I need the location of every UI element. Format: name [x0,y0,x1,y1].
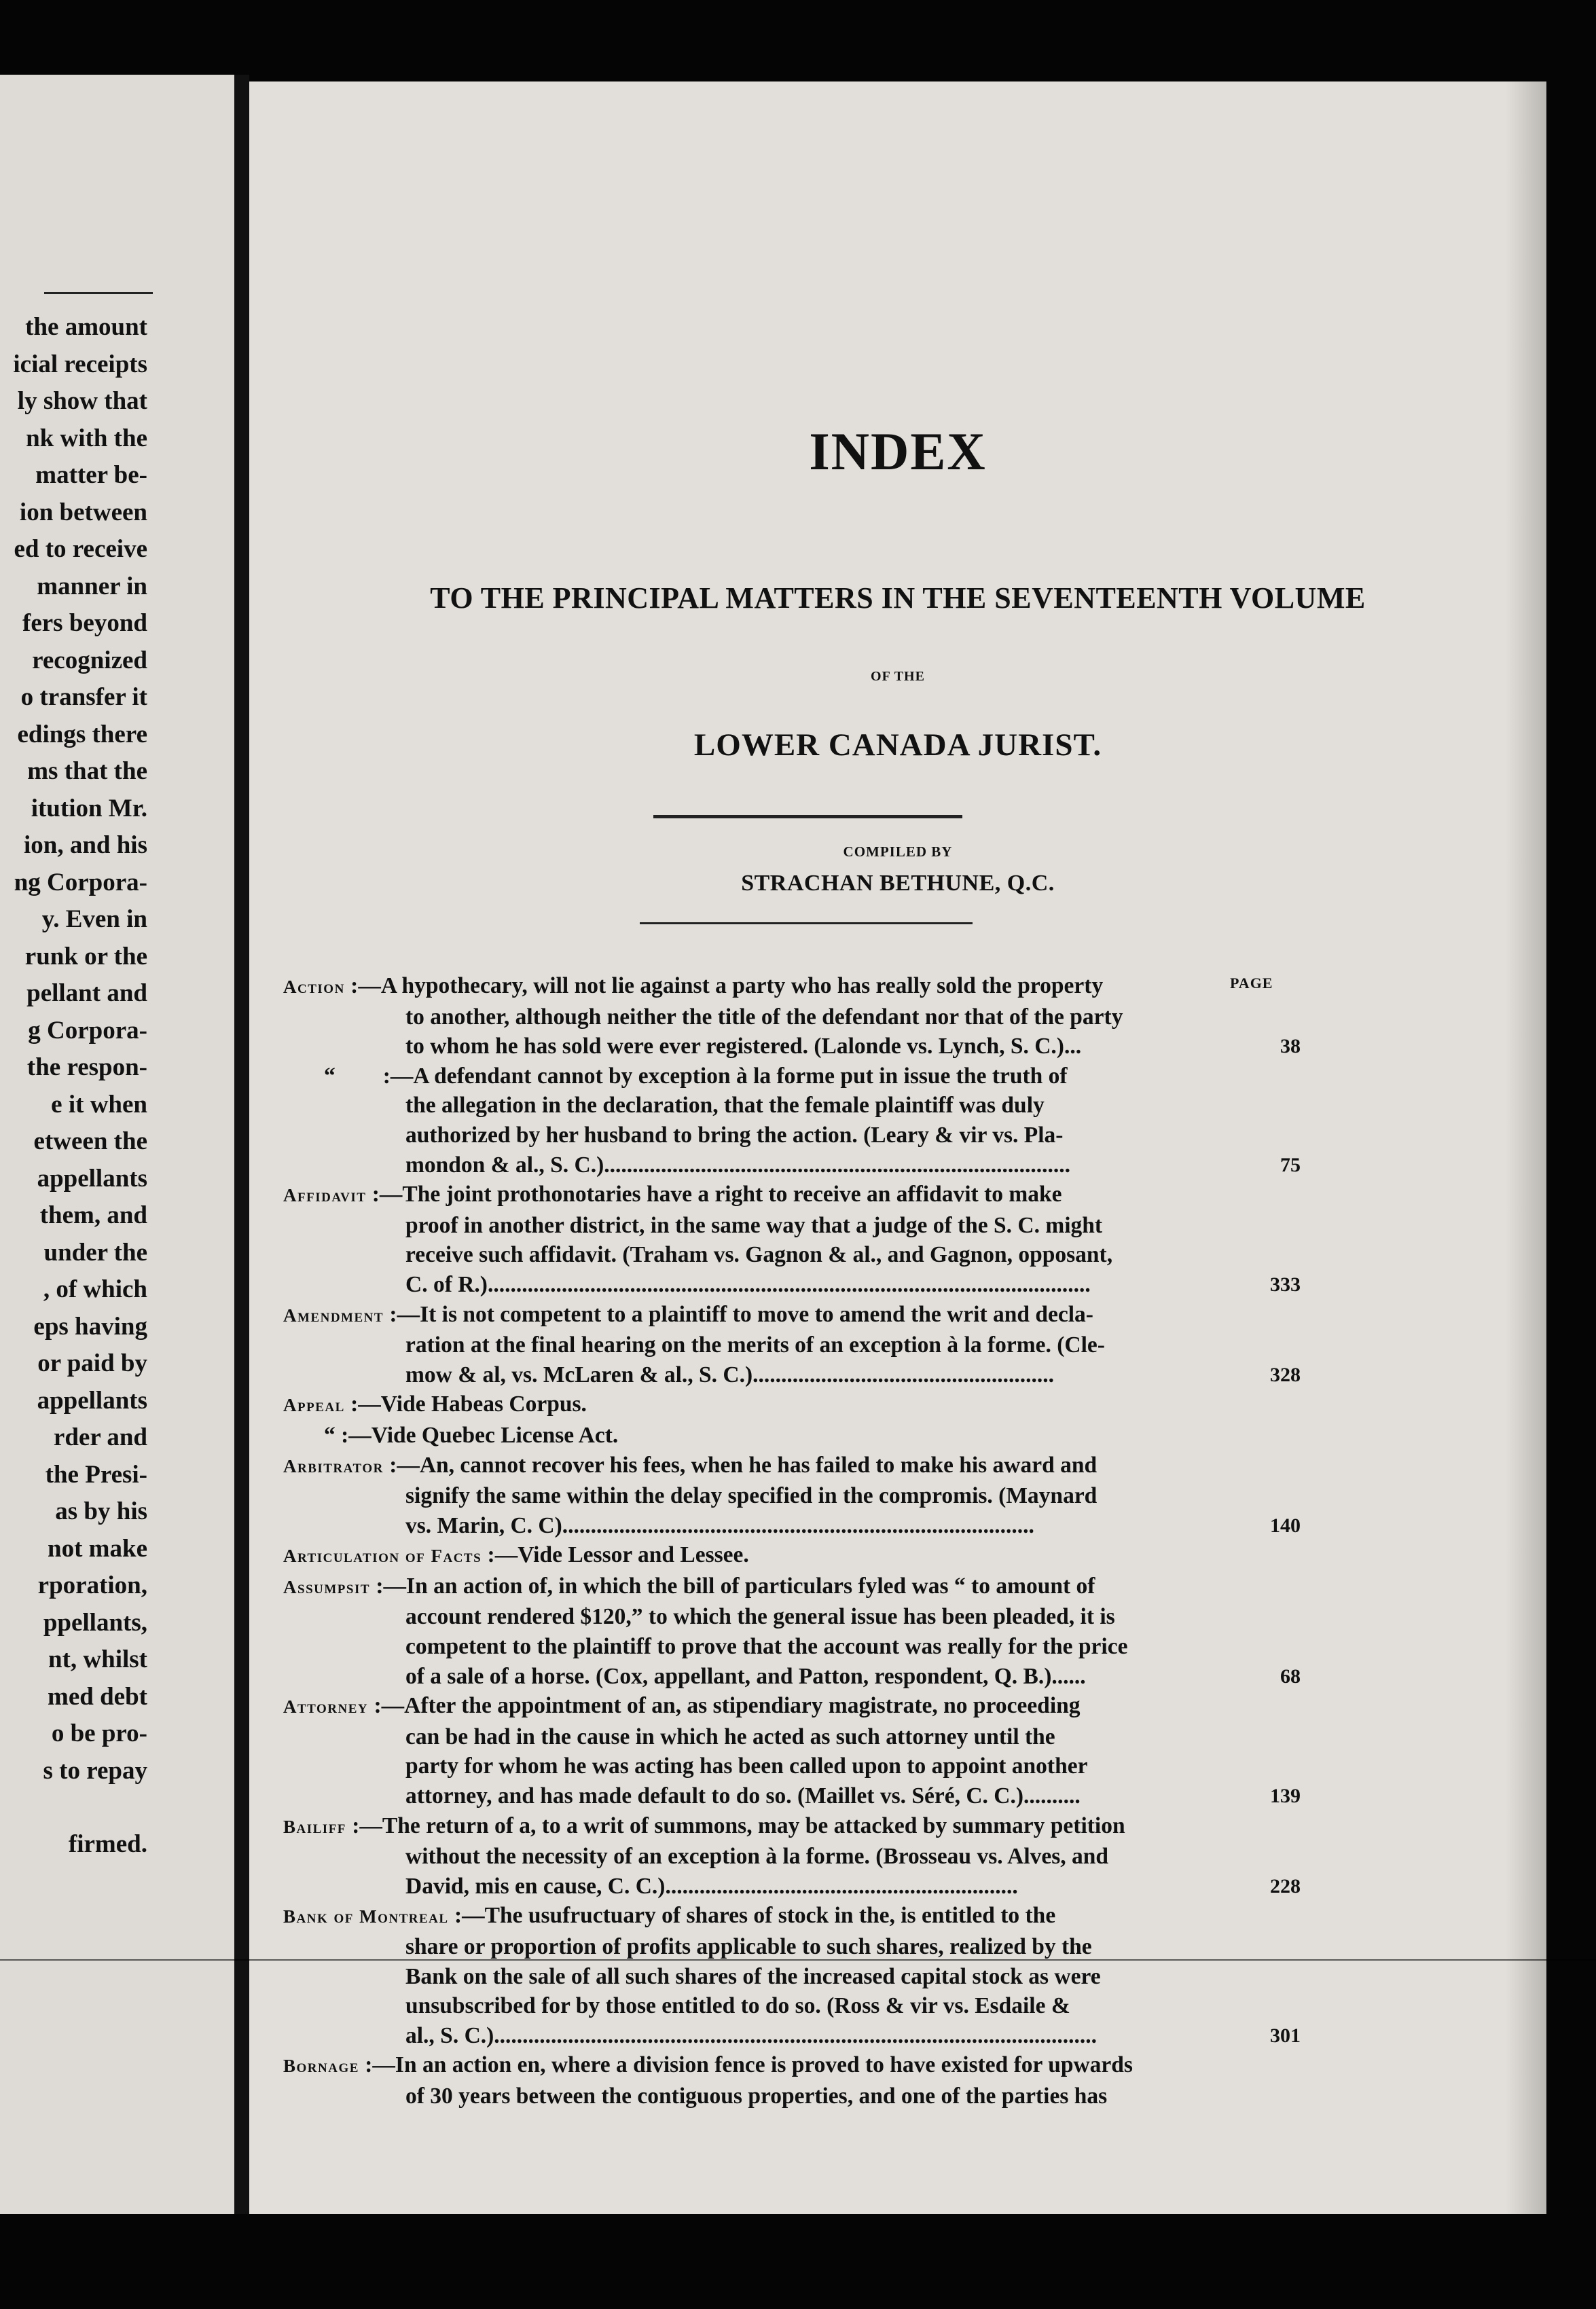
entry-text: of a sale of a horse. (Cox, appellant, and Patton, respondent, Q. B.)...... [405,1663,1086,1689]
entry-text: Bank on the sale of all such shares of the increased capital stock as were [405,1963,1101,1989]
entry-text: :—A defendant cannot by exception à la forme put in issue the truth of [382,1063,1068,1089]
previous-page-line: itution Mr. [31,794,147,822]
previous-page-line: , of which [43,1275,147,1303]
entry-text: mondon & al., S. C.).................................................................................. [405,1152,1070,1178]
previous-page-line: y. Even in [41,905,147,933]
entry-text: :—Vide Lessor and Lessee. [482,1542,749,1568]
previous-page-line: ion between [19,498,147,526]
entry-affidavit [283,1180,1301,1299]
entry-heading: Bank of Montreal [283,1906,449,1927]
compiler-rule [640,922,973,924]
entry-text: vs. Marin, C. C)................................................................................... [405,1512,1034,1538]
page-number: 301 [1270,2024,1301,2047]
previous-page-line: manner in [37,572,147,600]
entry-bailiff [283,1811,1301,1902]
previous-page-line: them, and [39,1201,147,1229]
previous-page-line: not make [48,1534,147,1563]
previous-page-line: the Presi- [45,1460,147,1489]
entry-text: C. of R.).......................................................................................................... [405,1271,1091,1297]
entry-heading: Attorney [283,1696,369,1717]
entry-text: proof in another district, in the same way that a judge of the S. C. might [405,1212,1103,1238]
entry-text: to another, although neither the title of the defendant nor that of the party [405,1004,1123,1030]
entry-text: :—In an action of, in which the bill of particulars fyled was “ to amount of [370,1573,1095,1599]
page-number: 140 [1270,1514,1301,1537]
entry-text: mow & al, vs. McLaren & al., S. C.)..................................................... [405,1362,1055,1387]
previous-page-line: med debt [48,1682,147,1711]
ditto-mark: “ [324,1063,335,1089]
previous-page-line: rder and [53,1423,147,1451]
of-the-label: OF THE [871,669,925,684]
previous-page-line: ed to receive [14,535,147,563]
entry-text: receive such affidavit. (Traham vs. Gagnon & al., and Gagnon, opposant, [405,1242,1113,1268]
previous-page-line: g Corpora- [28,1016,147,1044]
entry-appeal [283,1389,1241,1450]
entry-heading: Action [283,977,345,997]
entry-text: ration at the final hearing on the merits of an exception à la forme. (Cle- [405,1332,1105,1358]
page-gutter [234,75,249,2214]
previous-page-line: o be pro- [51,1720,147,1747]
previous-page-line: appellants [37,1164,147,1193]
entry-amendment [283,1300,1301,1390]
entry-heading: Bornage [283,2056,359,2077]
previous-page-line: appellants [37,1386,147,1415]
entry-text: can be had in the cause in which he acted as such attorney until the [405,1724,1055,1749]
previous-page-line: the amount [25,313,147,341]
previous-page-line: under the [43,1238,147,1267]
entry-heading: Appeal [283,1395,345,1416]
entry-heading: Bailiff [283,1816,346,1837]
entry-text: of 30 years between the contiguous properties, and one of the parties has [405,2083,1108,2109]
entry-heading: Affidavit [283,1185,367,1206]
entry-assumpsit [283,1571,1301,1691]
entry-text: share or proportion of profits applicable to such shares, realized by the [405,1934,1092,1959]
entry-bank-of-montreal [283,1901,1301,2050]
page-edge-shadow [1506,81,1546,2214]
entry-text: competent to the plaintiff to prove that the account was really for the price [405,1634,1128,1660]
previous-page-line: etween the [33,1127,147,1155]
previous-page-line: edings there [17,720,147,748]
previous-page-line: ly show that [17,387,147,415]
page-subtitle: TO THE PRINCIPAL MATTERS IN THE SEVENTEENTH VOLUME [430,581,1366,615]
previous-page-line: as by his [55,1497,147,1525]
entry-text: al., S. C.).......................................................................................................... [405,2022,1098,2048]
page-number: 38 [1280,1035,1301,1058]
previous-page-line: nt, whilst [48,1646,147,1673]
compiled-by-label: COMPILED BY [843,843,953,860]
page-number: 75 [1280,1153,1301,1176]
entry-arbitrator [283,1451,1301,1541]
title-rule [653,815,962,818]
journal-name: LOWER CANADA JURIST. [693,727,1102,763]
entry-heading: Assumpsit [283,1576,371,1597]
previous-page-line: rporation, [37,1571,147,1599]
previous-page-line: ng Corpora- [14,868,147,896]
previous-page-line: o transfer it [20,683,147,711]
page-number: 139 [1270,1785,1301,1808]
previous-page-line: pellant and [26,979,147,1007]
entry-text: signify the same within the delay specified in the compromis. (Maynard [405,1483,1098,1509]
page-title: INDEX [809,422,987,481]
previous-page-line: matter be- [35,461,147,489]
previous-page-line: ppellants, [43,1608,147,1637]
entry-text: party for whom he was acting has been called upon to appoint another [405,1753,1088,1779]
entry-text: :—An, cannot recover his fees, when he has failed to make his award and [383,1452,1098,1478]
previous-page-line: e it when [51,1090,147,1119]
entry-attorney [283,1691,1301,1811]
entry-heading: Arbitrator [283,1455,384,1476]
entry-text: :—After the appointment of an, as stipendiary magistrate, no proceeding [368,1693,1081,1719]
entry-text: “ :—Vide Quebec License Act. [324,1422,619,1448]
entry-text: :—The usufructuary of shares of stock in the, is entitled to the [448,1903,1056,1929]
entry-heading: Amendment [283,1305,384,1326]
entry-bornage [283,2050,1241,2111]
previous-page-line: or paid by [37,1349,147,1377]
previous-page-line: fers beyond [22,609,147,637]
entry-text: attorney, and has made default to do so. (Maillet vs. Séré, C. C.).......... [405,1783,1081,1809]
page-number: 68 [1280,1665,1301,1688]
page-number: 228 [1270,1874,1301,1897]
previous-page-line: ms that the [27,757,147,785]
compiler-name: STRACHAN BETHUNE, Q.C. [741,871,1055,896]
entry-text: David, mis en cause, C. C.).............................................................. [405,1873,1018,1899]
previous-page-closing-line: firmed. [68,1830,147,1858]
previous-page-line: recognized [32,646,147,674]
entry-text: authorized by her husband to bring the action. (Leary & vir vs. Pla- [405,1122,1064,1148]
previous-page-line: the respon- [26,1053,147,1081]
entry-text: unsubscribed for by those entitled to do so. (Ross & vir vs. Esdaile & [405,1993,1070,2019]
entry-heading: Articulation of Facts [283,1546,482,1567]
entry-text: :—In an action en, where a division fence is proved to have existed for upwards [359,2052,1133,2078]
scan-artifact-line [0,1959,1596,1961]
page-number: 333 [1270,1273,1301,1296]
previous-page-line: icial receipts [13,350,147,378]
previous-page-line: s to repay [43,1756,147,1785]
entry-text: without the necessity of an exception à la forme. (Brosseau vs. Alves, and [405,1844,1109,1870]
previous-page-fragment [0,75,234,2214]
previous-page-line: nk with the [26,424,147,452]
entry-text: :—Vide Habeas Corpus. [344,1392,587,1417]
previous-page-line: ion, and his [23,831,147,859]
index-page [249,81,1546,2214]
page-number: 328 [1270,1363,1301,1386]
entry-text: :—It is not competent to a plaintiff to move to amend the writ and decla- [384,1301,1093,1327]
entry-text: account rendered $120,” to which the general issue has been pleaded, it is [405,1604,1115,1630]
previous-page-line: runk or the [24,942,147,970]
entry-text: :—The return of a, to a writ of summons, may be attacked by summary petition [346,1813,1125,1838]
entry-text: the allegation in the declaration, that the female plaintiff was duly [405,1093,1045,1119]
entry-text: :—A hypothecary, will not lie against a party who has really sold the property [344,973,1104,998]
entry-text: to whom he has sold were ever registered. (Lalonde vs. Lynch, S. C.)... [405,1034,1082,1059]
previous-page-line: eps having [33,1312,147,1341]
left-page-rule [44,292,153,294]
entry-articulation [283,1540,1241,1571]
previous-page-text [13,309,147,1863]
page-column-label: PAGE [1230,975,1273,992]
entry-text: :—The joint prothonotaries have a right to receive an affidavit to make [366,1182,1062,1207]
